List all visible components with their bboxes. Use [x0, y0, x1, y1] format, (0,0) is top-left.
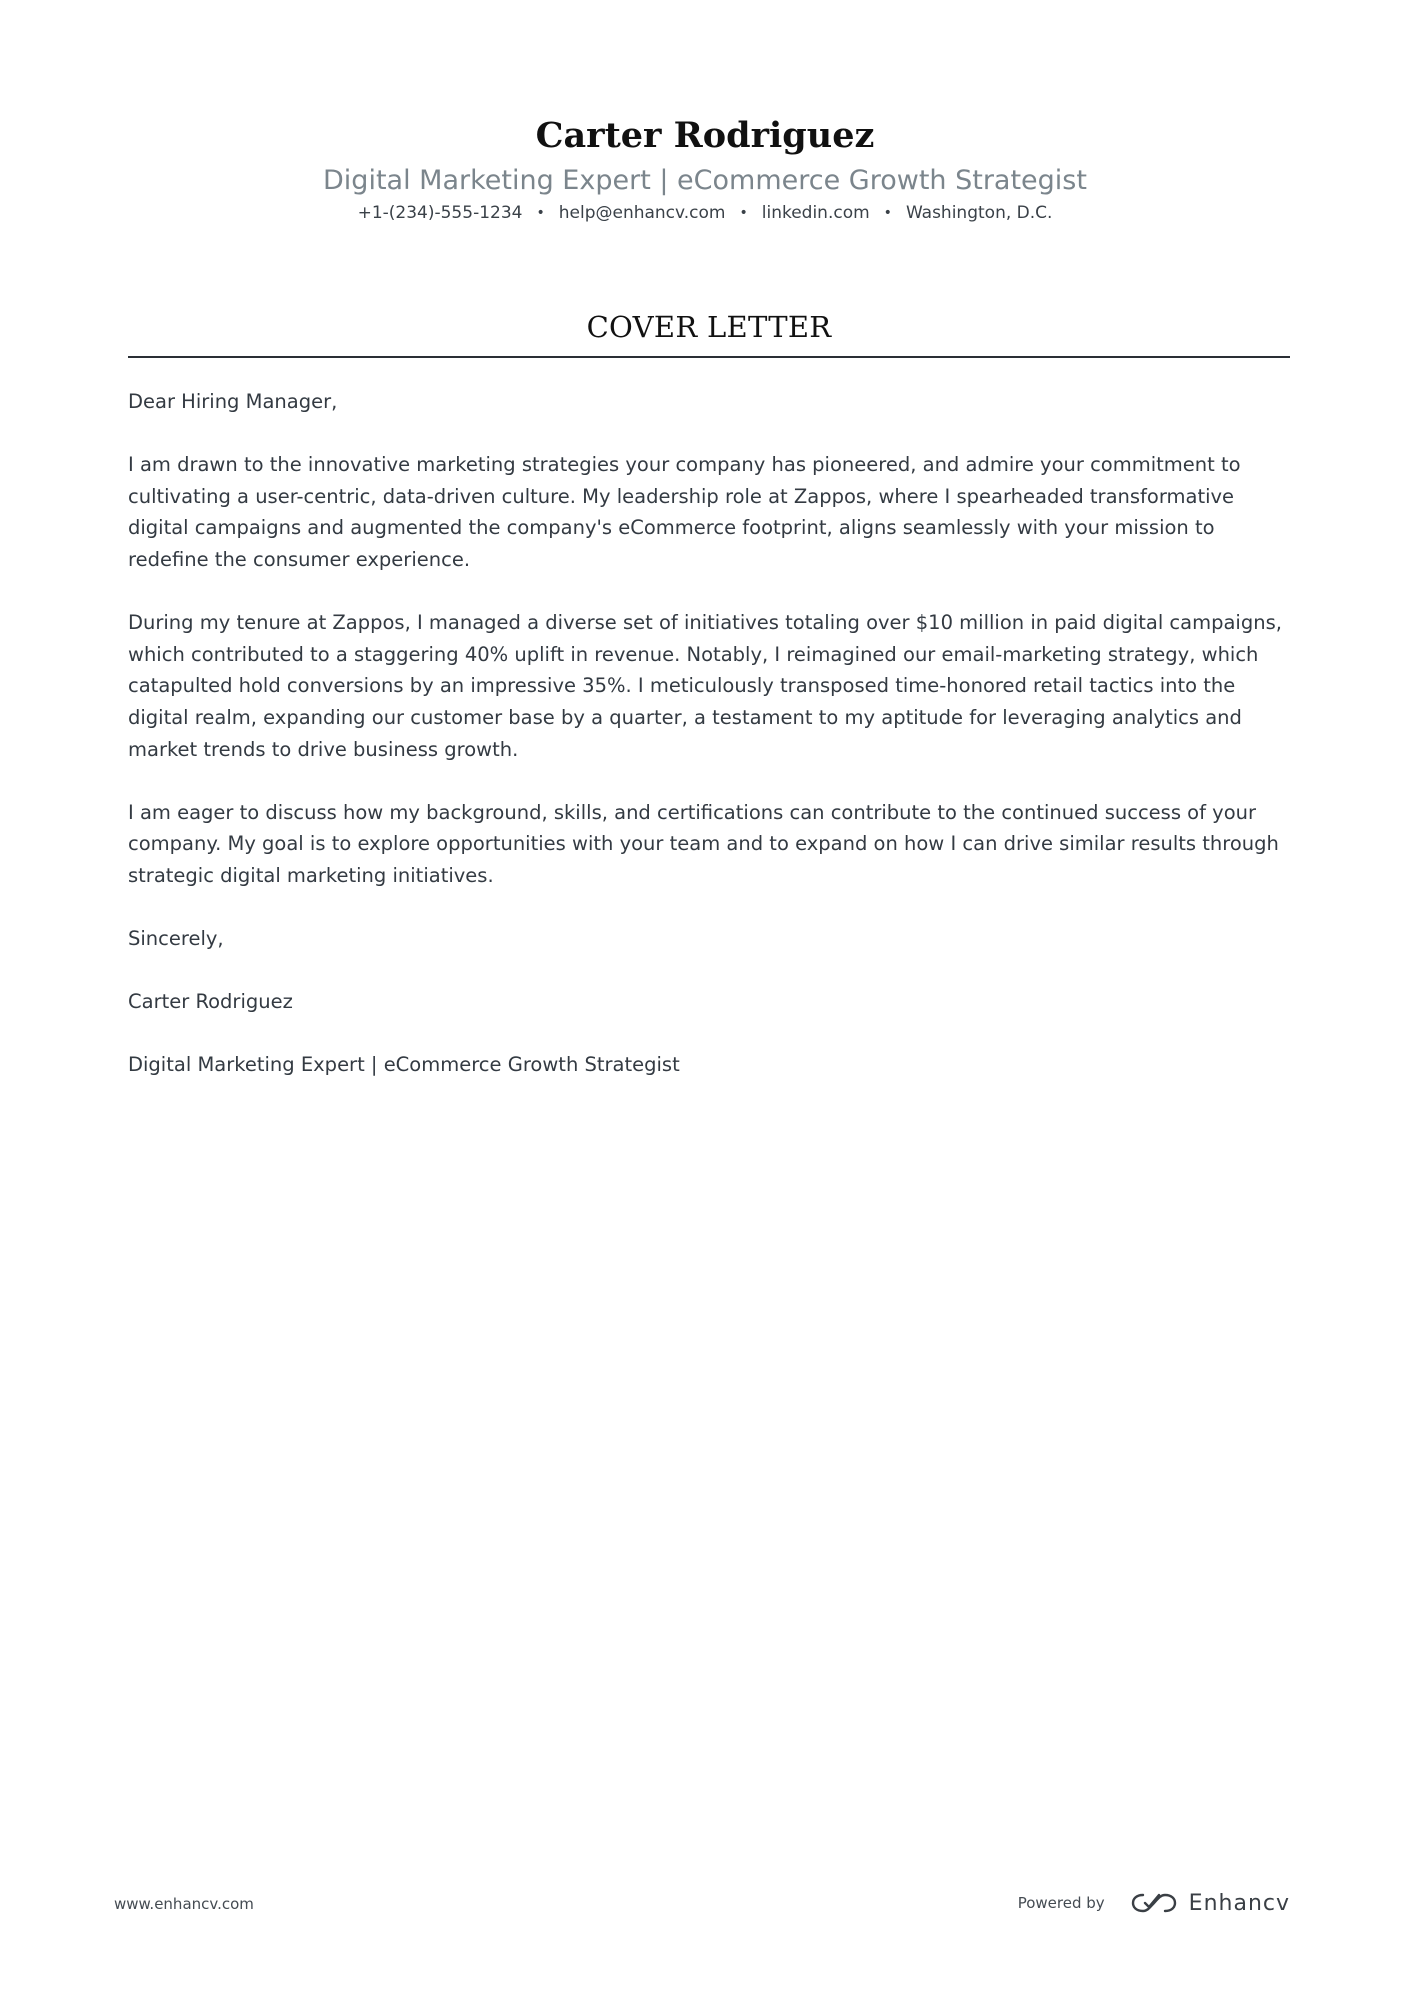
resume-header	[0, 112, 1410, 226]
section-title: COVER LETTER	[586, 310, 832, 344]
letter-body	[128, 386, 1292, 1113]
letter-paragraph: I am drawn to the innovative marketing strategies your company has pioneered, and admire your commitment to cultivating a user-centric, data-driven culture. My leadership role at Zappos, where I spearheaded transformative digital campaigns and augmented the company's eCommerce footprint, aligns seamlessly with your mission to redefine the consumer experience.	[128, 453, 1241, 571]
applicant-title: Digital Marketing Expert | eCommerce Growth Strategist	[323, 165, 1087, 196]
signature-title: Digital Marketing Expert | eCommerce Growth Strategist	[128, 1053, 680, 1077]
section-divider	[128, 356, 1290, 358]
salutation: Dear Hiring Manager,	[128, 390, 338, 413]
footer-branding	[1018, 1888, 1290, 1918]
separator-dot: •	[883, 205, 892, 221]
linkedin-link: linkedin.com	[761, 203, 870, 223]
letter-paragraph: I am eager to discuss how my background, skills, and certifications can contribute to the continued success of your company. My goal is to explore opportunities with your team and to expand on how I can drive similar results through strategic digital marketing initiatives.	[128, 800, 1279, 887]
location: Washington, D.C.	[905, 203, 1053, 223]
applicant-name: Carter Rodriguez	[535, 115, 875, 156]
closing: Sincerely,	[128, 927, 224, 951]
contact-line	[0, 201, 1410, 226]
email-address: help@enhancv.com	[558, 203, 726, 223]
footer-website: www.enhancv.com	[114, 1895, 254, 1913]
separator-dot: •	[739, 205, 748, 221]
powered-by-label: Powered by	[1017, 1894, 1105, 1912]
phone-number: +1-(234)-555-1234	[357, 203, 523, 223]
signature-name: Carter Rodriguez	[128, 990, 293, 1014]
enhancv-logo-icon	[1131, 1891, 1177, 1915]
brand-name: Enhancv	[1188, 1890, 1290, 1916]
letter-paragraph: During my tenure at Zappos, I managed a diverse set of initiatives totaling over $10 million in paid digital campaigns, which contributed to a staggering 40% uplift in revenue. Notably, I reimagined our email-marketing strategy, which catapulted hold conversions by an impressive 35%. I meticulously transposed time-honored retail tactics into the digital realm, expanding our customer base by a quarter, a testament to my aptitude for leveraging analytics and market trends to drive business growth.	[128, 611, 1282, 761]
separator-dot: •	[536, 205, 545, 221]
